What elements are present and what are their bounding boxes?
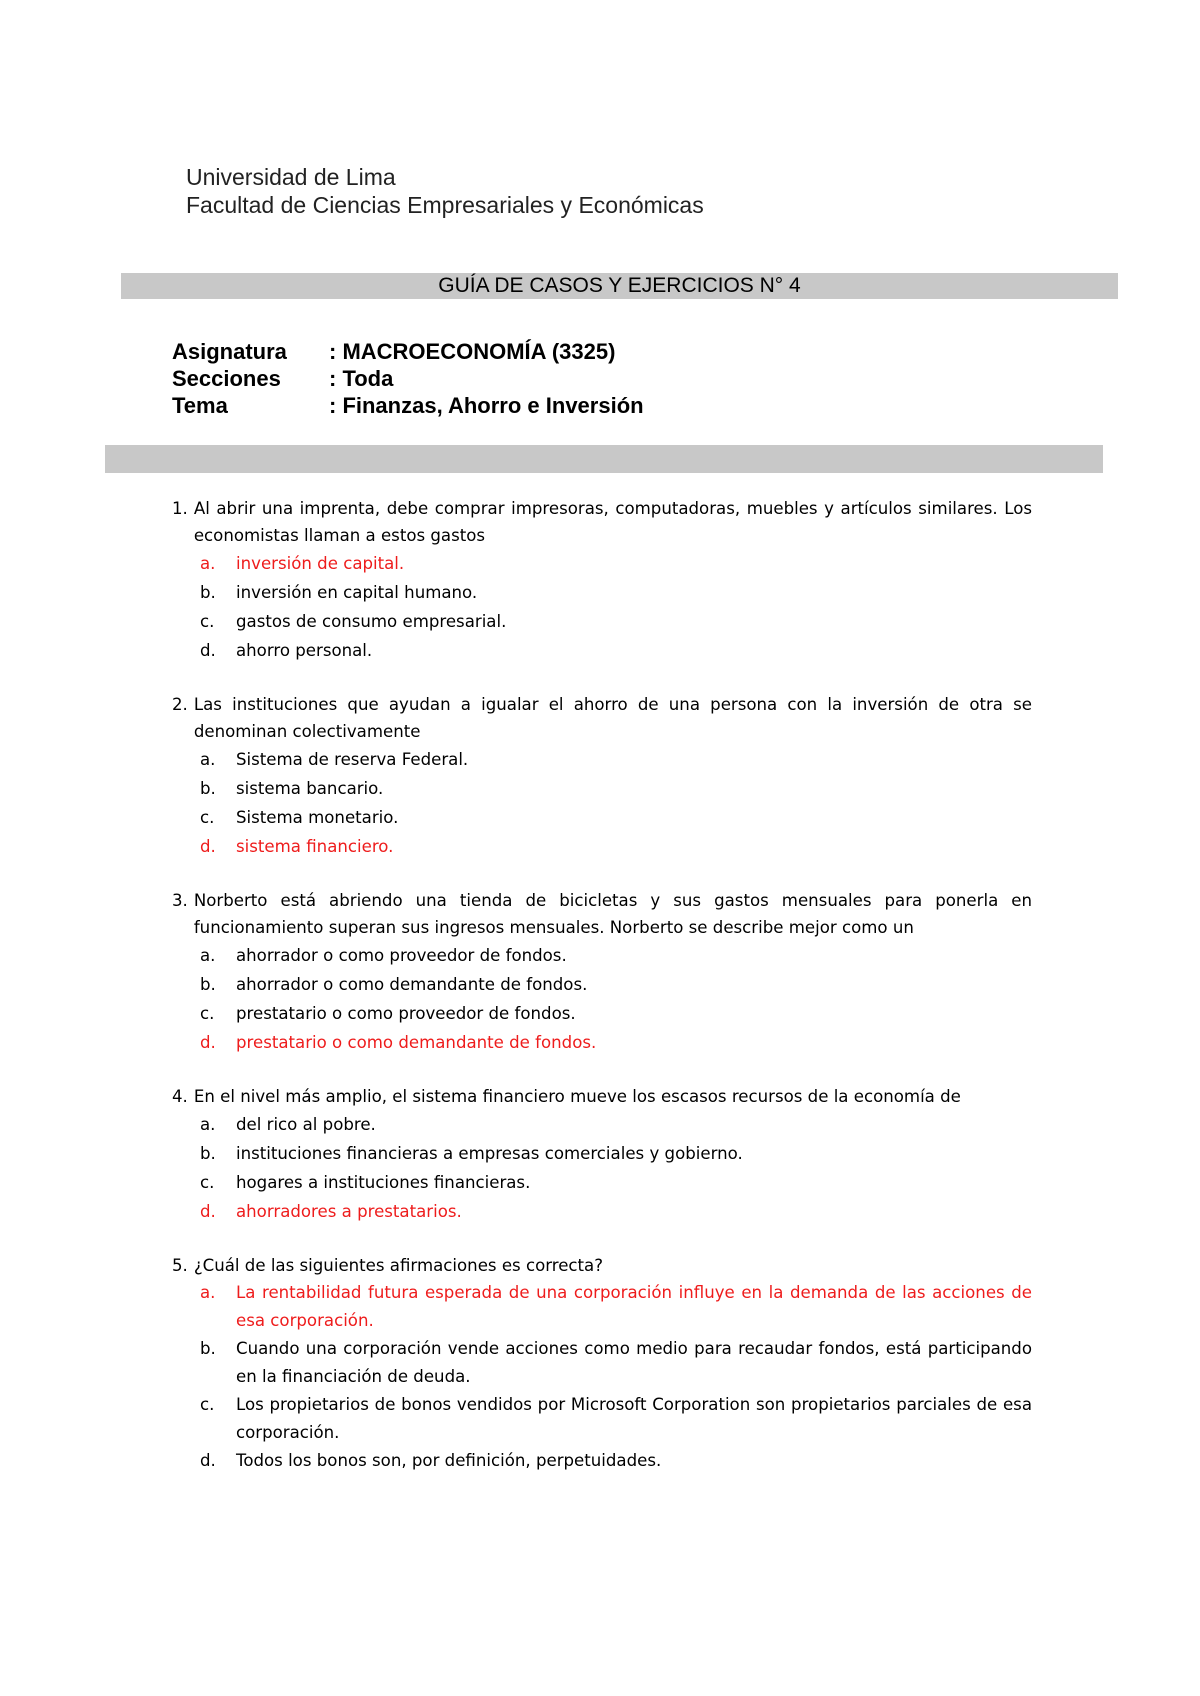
option-d — [200, 636, 1032, 665]
option-a — [200, 941, 1032, 970]
option-text: sistema bancario. — [236, 779, 384, 798]
option-letter: b. — [200, 975, 216, 994]
option-b — [200, 578, 1032, 607]
institution-header — [186, 163, 704, 219]
meta-value: : Finanzas, Ahorro e Inversión — [329, 393, 644, 418]
answer-options — [200, 745, 1032, 861]
question-3 — [172, 887, 1032, 1057]
option-a-correct — [200, 1279, 1032, 1335]
option-text: ahorro personal. — [236, 641, 373, 660]
question-4 — [172, 1083, 1032, 1226]
option-letter: a. — [200, 750, 216, 769]
option-c — [200, 803, 1032, 832]
question-stem — [172, 495, 1032, 549]
question-2 — [172, 691, 1032, 861]
option-text: ahorrador o como demandante de fondos. — [236, 975, 588, 994]
option-d-correct — [200, 1197, 1032, 1226]
section-divider-band — [105, 445, 1103, 473]
question-number: 2. — [172, 695, 188, 714]
question-stem — [172, 1083, 1032, 1110]
option-letter: c. — [200, 808, 215, 827]
option-text: ahorradores a prestatarios. — [236, 1202, 462, 1221]
option-letter: d. — [200, 1202, 216, 1221]
option-text: hogares a instituciones financieras. — [236, 1173, 531, 1192]
option-letter: c. — [200, 1004, 215, 1023]
option-letter: c. — [200, 1395, 215, 1414]
option-letter: a. — [200, 1283, 216, 1302]
option-letter: d. — [200, 1033, 216, 1052]
option-letter: b. — [200, 1339, 216, 1358]
option-d — [200, 1447, 1032, 1475]
question-1 — [172, 495, 1032, 665]
option-text: Sistema monetario. — [236, 808, 399, 827]
faculty-name: Facultad de Ciencias Empresariales y Económicas — [186, 192, 704, 218]
meta-value: : Toda — [329, 366, 394, 391]
option-text: del rico al pobre. — [236, 1115, 376, 1134]
option-text: Los propietarios de bonos vendidos por Microsoft Corporation son propietarios parciales de esa corporación. — [236, 1395, 1032, 1442]
option-c — [200, 1391, 1032, 1447]
option-c — [200, 607, 1032, 636]
option-b — [200, 1335, 1032, 1391]
option-a-correct — [200, 549, 1032, 578]
question-stem — [172, 887, 1032, 941]
question-text: Norberto está abriendo una tienda de bicicletas y sus gastos mensuales para ponerla en funcionamiento superan sus ingresos mensuales. Norberto se describe mejor como un — [193, 891, 1032, 937]
option-letter: c. — [200, 1173, 215, 1192]
option-c — [200, 1168, 1032, 1197]
option-text: inversión de capital. — [236, 554, 405, 573]
option-a — [200, 745, 1032, 774]
question-list — [172, 495, 1032, 1501]
option-text: prestatario o como demandante de fondos. — [236, 1033, 597, 1052]
document-title: GUÍA DE CASOS Y EJERCICIOS N° 4 — [121, 273, 1118, 299]
option-text: instituciones financieras a empresas comerciales y gobierno. — [236, 1144, 743, 1163]
option-text: sistema financiero. — [236, 837, 394, 856]
option-d-correct — [200, 832, 1032, 861]
question-text: En el nivel más amplio, el sistema financiero mueve los escasos recursos de la economía de — [193, 1087, 961, 1106]
question-number: 1. — [172, 499, 188, 518]
meta-row-subject — [172, 338, 644, 365]
option-letter: b. — [200, 779, 216, 798]
option-letter: b. — [200, 1144, 216, 1163]
question-number: 5. — [172, 1256, 188, 1275]
option-text: Sistema de reserva Federal. — [236, 750, 469, 769]
meta-value: : MACROECONOMÍA (3325) — [329, 339, 616, 364]
option-b — [200, 774, 1032, 803]
option-letter: d. — [200, 837, 216, 856]
option-text: ahorrador o como proveedor de fondos. — [236, 946, 567, 965]
question-number: 4. — [172, 1087, 188, 1106]
option-d-correct — [200, 1028, 1032, 1057]
option-text: Todos los bonos son, por definición, perpetuidades. — [236, 1451, 662, 1470]
option-b — [200, 970, 1032, 999]
university-name: Universidad de Lima — [186, 164, 396, 190]
meta-row-sections — [172, 365, 644, 392]
option-letter: d. — [200, 641, 216, 660]
question-5 — [172, 1252, 1032, 1475]
meta-label: Tema — [172, 393, 228, 418]
question-text: ¿Cuál de las siguientes afirmaciones es correcta? — [193, 1256, 604, 1275]
meta-label: Asignatura — [172, 339, 287, 364]
option-letter: d. — [200, 1451, 216, 1470]
answer-options — [200, 941, 1032, 1057]
question-stem — [172, 691, 1032, 745]
option-letter: a. — [200, 946, 216, 965]
option-text: prestatario o como proveedor de fondos. — [236, 1004, 576, 1023]
option-letter: c. — [200, 612, 215, 631]
meta-row-topic — [172, 392, 644, 419]
option-b — [200, 1139, 1032, 1168]
question-stem — [172, 1252, 1032, 1279]
answer-options — [200, 1110, 1032, 1226]
answer-options — [200, 549, 1032, 665]
option-letter: b. — [200, 583, 216, 602]
option-text: La rentabilidad futura esperada de una corporación influye en la demanda de las acciones de esa corporación. — [236, 1283, 1032, 1330]
course-info — [172, 338, 644, 419]
option-letter: a. — [200, 1115, 216, 1134]
option-text: gastos de consumo empresarial. — [236, 612, 507, 631]
answer-options — [200, 1279, 1032, 1475]
option-letter: a. — [200, 554, 216, 573]
question-text: Al abrir una imprenta, debe comprar impresoras, computadoras, muebles y artículos similares. Los economistas llaman a estos gastos — [193, 499, 1032, 545]
option-text: inversión en capital humano. — [236, 583, 478, 602]
option-text: Cuando una corporación vende acciones como medio para recaudar fondos, está participando en la financiación de deuda. — [236, 1339, 1032, 1386]
question-text: Las instituciones que ayudan a igualar el ahorro de una persona con la inversión de otra se denominan colectivamente — [193, 695, 1032, 741]
option-a — [200, 1110, 1032, 1139]
question-number: 3. — [172, 891, 188, 910]
meta-label: Secciones — [172, 366, 281, 391]
option-c — [200, 999, 1032, 1028]
